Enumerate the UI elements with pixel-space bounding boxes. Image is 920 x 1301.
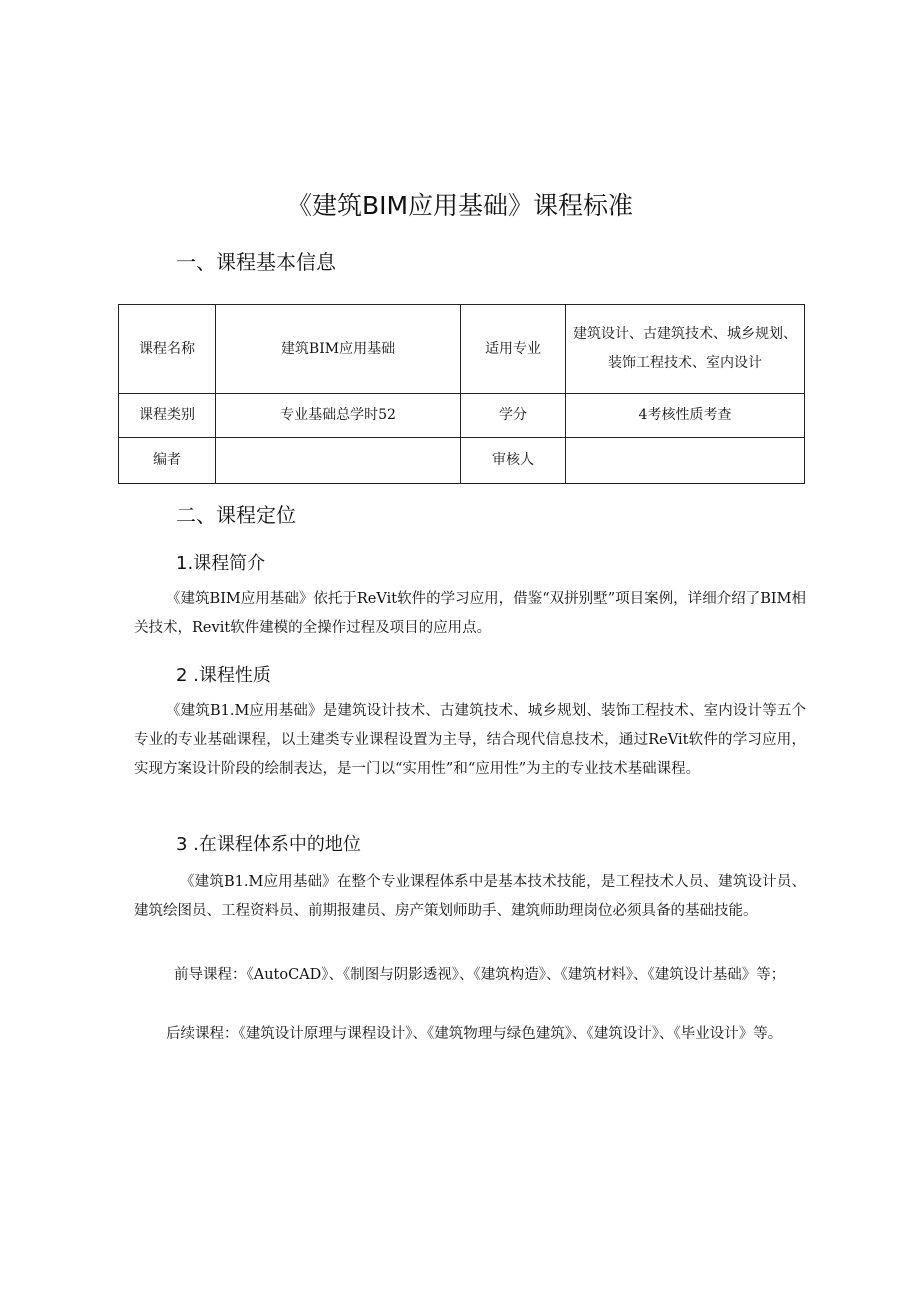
value-course-name: 建筑BIM应用基础 xyxy=(216,305,461,394)
paragraph-followup-courses: 后续课程：《建筑设计原理与课程设计》、《建筑物理与绿色建筑》、《建筑设计》、《毕业设计》等。 xyxy=(166,1026,783,1042)
paragraph-introduction: 《建筑BIM应用基础》依托于ReVit软件的学习应用，借鉴“双拼别墅”项目案例，详细介绍了BIM相关技术，Revit软件建模的全操作过程及项目的应用点。 xyxy=(134,591,806,636)
subheading-introduction: 1.课程简介 xyxy=(176,553,266,574)
table-row xyxy=(119,394,805,438)
label-editor: 编者 xyxy=(119,438,216,484)
label-course-category: 课程类别 xyxy=(119,394,216,438)
value-course-category: 专业基础总学时52 xyxy=(216,394,461,438)
subheading-course-nature: 2 .课程性质 xyxy=(176,665,271,686)
value-reviewer xyxy=(566,438,805,484)
value-applicable-majors: 建筑设计、古建筑技术、城乡规划、装饰工程技术、室内设计 xyxy=(566,305,805,394)
value-credits: 4考核性质考查 xyxy=(566,394,805,438)
table-row xyxy=(119,438,805,484)
label-reviewer: 审核人 xyxy=(461,438,566,484)
paragraph-curriculum-status: 《建筑B1.M应用基础》在整个专业课程体系中是基本技术技能，是工程技术人员、建筑设计员、建筑绘图员、工程资料员、前期报建员、房产策划师助手、建筑师助理岗位必须具备的基础技能。 xyxy=(134,874,806,919)
course-info-table xyxy=(118,304,805,484)
table-row xyxy=(119,305,805,394)
paragraph-prerequisite-courses: 前导课程：《AutoCAD》、《制图与阴影透视》、《建筑构造》、《建筑材料》、《建筑设计基础》等； xyxy=(174,967,786,983)
paragraph-course-nature: 《建筑B1.M应用基础》是建筑设计技术、古建筑技术、城乡规划、装饰工程技术、室内设计等五个专业的专业基础课程，以土建类专业课程设置为主导，结合现代信息技术，通过ReVit软件的学习应用，实现方案设计阶段的绘制表达，是一门以“实用性”和“应用性”为主的专业技术基础课程。 xyxy=(134,703,806,777)
label-applicable-majors: 适用专业 xyxy=(461,305,566,394)
section-heading-basic-info: 一、课程基本信息 xyxy=(176,250,336,274)
section-heading-positioning: 二、课程定位 xyxy=(176,503,296,527)
document-title: 《建筑BIM应用基础》课程标准 xyxy=(286,191,634,220)
label-credits: 学分 xyxy=(461,394,566,438)
value-editor xyxy=(216,438,461,484)
subheading-curriculum-status: 3 .在课程体系中的地位 xyxy=(176,834,361,855)
label-course-name: 课程名称 xyxy=(119,305,216,394)
